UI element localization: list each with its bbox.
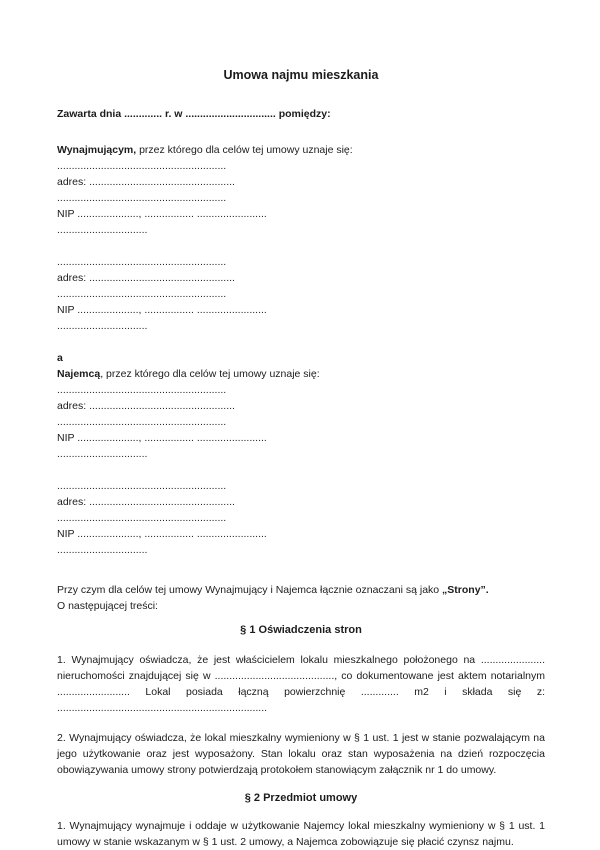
following-content-line: O następującej treści: xyxy=(57,600,158,612)
party-nip-blank: NIP ....................., ................. ........................ xyxy=(57,208,267,220)
party-name-blank: .......................................................... xyxy=(57,384,227,396)
section-1-paragraph-1: 1. Wynajmujący oświadcza, że jest właścicielem lokalu mieszkalnego położonego na ...................... nieruchomości znajdującej się w ........................................., co dokumentowane jest aktem notarialnym ......................... Lokal posiada łączną powierzchnię ............. m2 i składa się z: ........................................................................ xyxy=(57,654,545,714)
party-extra-blank: ............................... xyxy=(57,224,148,236)
conjunction-a: a xyxy=(57,352,63,364)
tenant-term-rest: , przez którego dla celów tej umowy uznaje się: xyxy=(100,368,320,380)
tenant-entry-1 xyxy=(57,382,545,462)
party-extra-blank: ............................... xyxy=(57,544,148,556)
party-address-blank: adres: .................................................. xyxy=(57,400,235,412)
document-title: Umowa najmu mieszkania xyxy=(223,68,379,82)
party-address-blank: adres: .................................................. xyxy=(57,176,235,188)
party-address-blank-2: .......................................................... xyxy=(57,512,227,524)
section-2-heading: § 2 Przedmiot umowy xyxy=(244,792,358,804)
landlord-term-rest: przez którego dla celów tej umowy uznaje się: xyxy=(136,144,353,156)
section-1-paragraph-2: 2. Wynajmujący oświadcza, że lokal mieszkalny wymieniony w § 1 ust. 1 jest w stanie pozwalającym na jego użytkowanie oraz jest wyposażony. Stan lokalu oraz stan wyposażenia na dzień rozpoczęcia obowiązywania umowy strony potwierdzają protokołem stanowiącym załącznik nr 1 do umowy. xyxy=(57,732,545,776)
party-address-blank-2: .......................................................... xyxy=(57,192,227,204)
parties-note-line xyxy=(57,582,545,598)
party-address-blank: adres: .................................................. xyxy=(57,496,235,508)
party-nip-blank: NIP ....................., ................. ........................ xyxy=(57,528,267,540)
party-name-blank: .......................................................... xyxy=(57,160,227,172)
strony-term: „Strony”. xyxy=(442,584,489,596)
party-extra-blank: ............................... xyxy=(57,320,148,332)
section-1-heading: § 1 Oświadczenia stron xyxy=(240,624,362,636)
party-name-blank: .......................................................... xyxy=(57,480,227,492)
parties-note-text: Przy czym dla celów tej umowy Wynajmujący i Najemca łącznie oznaczani są jako xyxy=(57,584,443,596)
tenant-term-line xyxy=(57,366,545,382)
landlord-term: Wynajmującym, xyxy=(57,144,137,156)
party-nip-blank: NIP ....................., ................. ........................ xyxy=(57,304,267,316)
party-name-blank: .......................................................... xyxy=(57,256,227,268)
party-address-blank-2: .......................................................... xyxy=(57,288,227,300)
landlord-entry-1 xyxy=(57,158,545,238)
tenant-entry-2 xyxy=(57,478,545,558)
party-nip-blank: NIP ....................., ................. ........................ xyxy=(57,432,267,444)
landlord-term-line xyxy=(57,142,545,158)
party-extra-blank: ............................... xyxy=(57,448,148,460)
intro-line: Zawarta dnia ............. r. w ............................... pomiędzy: xyxy=(57,108,331,120)
party-address-blank-2: .......................................................... xyxy=(57,416,227,428)
tenant-term: Najemcą xyxy=(57,368,101,380)
section-2-paragraph-1: 1. Wynajmujący wynajmuje i oddaje w użytkowanie Najemcy lokal mieszkalny wymieniony w § 1 ust. 1 umowy w stanie wskazanym w § 1 ust. 2 umowy, a Najemca zobowiązuje się płacić czynsz najmu. xyxy=(57,820,545,848)
party-address-blank: adres: .................................................. xyxy=(57,272,235,284)
landlord-entry-2 xyxy=(57,254,545,334)
